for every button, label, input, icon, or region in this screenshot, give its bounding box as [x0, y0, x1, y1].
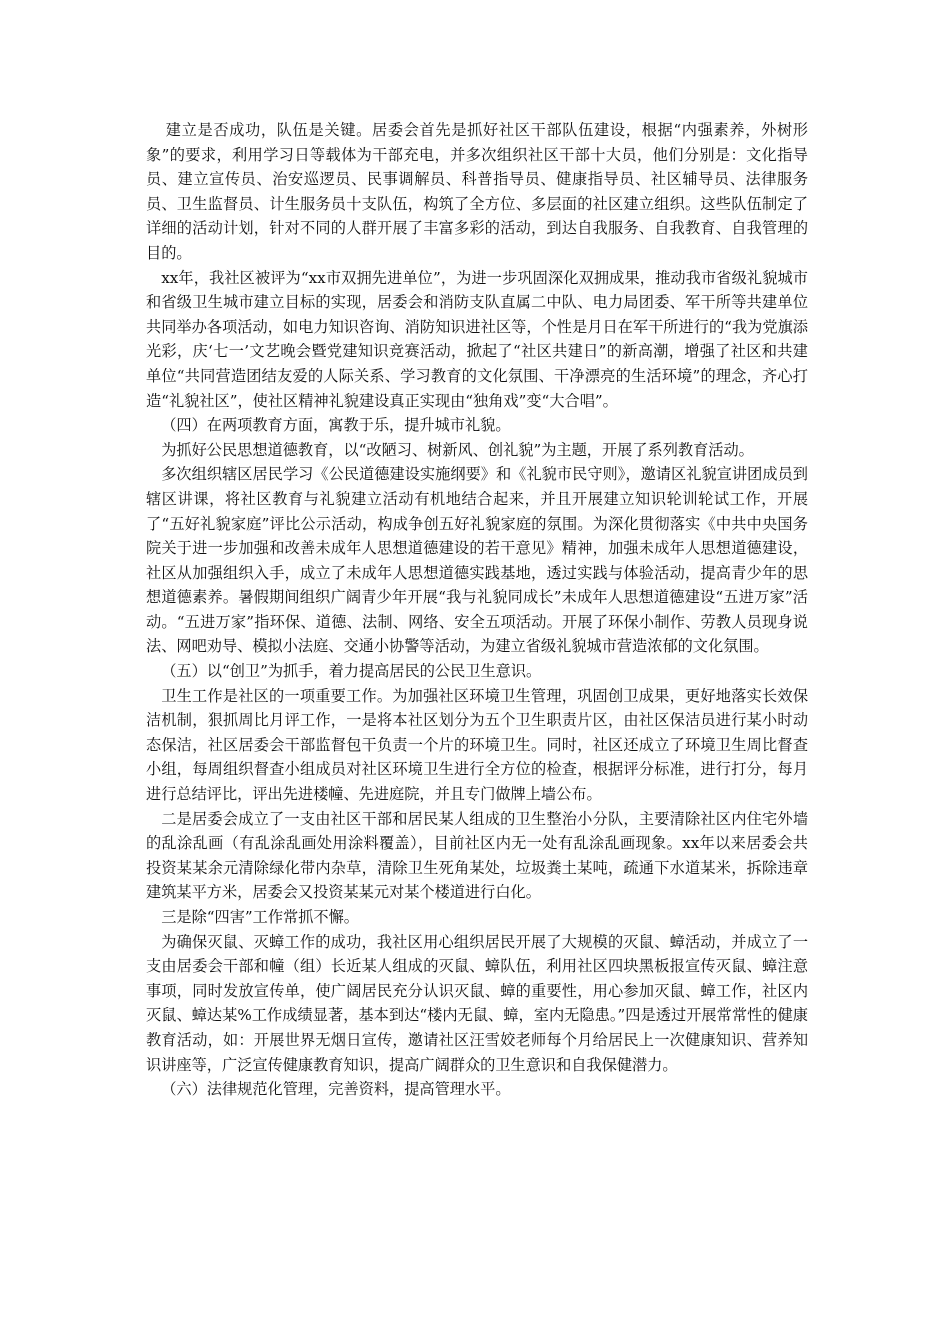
paragraph-pest-control: 为确保灭鼠、灭蟑工作的成功，我社区用心组织居民开展了大规模的灭鼠、蟑活动，并成立了一支由居委会干部和幢（组）长近某人组成的灭鼠、蟑队伍，利用社区四块黑板报宣传灭鼠、蟑注意事项，同时发放宣传单，使广阔居民充分认识灭鼠、蟑的重要性，用心参加灭鼠、蟑工作，社区内灭鼠、蟑达某%工作成绩显著，基本到达“楼内无鼠、蟑，室内无隐患。”四是透过开展常常性的健康教育活动，如：开展世界无烟日宣传，邀请社区汪雪姣老师每个月给居民上一次健康知识、营养知识讲座等，广泛宣传健康教育知识，提高广阔群众的卫生意识和自我保健潜力。 — [146, 932, 808, 1074]
paragraph-four-pests: 三是除“四害”工作常抓不懈。 — [161, 908, 359, 926]
paragraph-hygiene-work: 卫生工作是社区的一项重要工作。为加强社区环境卫生管理，巩固创卫成果，更好地落实长效保洁机制，狠抓周比月评工作，一是将本社区划分为五个卫生职责片区，由社区保洁员进行某小时动态保洁，社区居委会干部监督包干负责一个片的环境卫生。同时，社区还成立了环境卫生周比督查小组，每周组织督查小组成员对社区环境卫生进行全方位的检查，根据评分标准，进行打分，每月进行总结评比，评出先进楼幢、先进庭院，并且专门做牌上墙公布。 — [146, 686, 808, 804]
paragraph-moral-education: 多次组织辖区居民学习《公民道德建设实施纲要》和《礼貌市民守则》，邀请区礼貌宣讲团成员到辖区讲课，将社区教育与礼貌建立活动有机地结合起来，并且开展建立知识轮训轮试工作，开展了“五好礼貌家庭”评比公示活动，构成争创五好礼貌家庭的氛围。为深化贯彻落实《中共中央国务院关于进一步加强和改善未成年人思想道德建设的若干意见》精神，加强未成年人思想道德建设，社区从加强组织入手，成立了未成年人思想道德实践基地，透过实践与体验活动，提高青少年的思想道德素养。暑假期间组织广阔青少年开展“我与礼貌同成长”未成年人思想道德建设“五进万家”活动。“五进万家”指环保、道德、法制、网络、安全五项活动。开展了环保小制作、劳教人员现身说法、网吧劝导、模拟小法庭、交通小协警等活动，为建立省级礼貌城市营造浓郁的文化氛围。 — [146, 465, 808, 656]
paragraph-dual-support: xx年，我社区被评为“xx市双拥先进单位”，为进一步巩固深化双拥成果，推动我市省级礼貌城市和省级卫生城市建立目标的实现，居委会和消防支队直属二中队、电力局团委、军干所等共建单位共同举办各项活动，如电力知识咨询、消防知识进社区等，个性是月日在军干所进行的“我为党旗添光彩，庆‘七一’文艺晚会暨党建知识竞赛活动，掀起了“社区共建日”的新高潮，增强了社区和共建单位“共同营造团结友爱的人际关系、学习教育的文化氛围、干净漂亮的生活环境”的理念，齐心打造“礼貌社区”，使社区精神礼貌建设真正实现由“独角戏”变“大合唱”。 — [146, 268, 808, 410]
paragraph-moral-education-intro: 为抓好公民思想道德教育，以“改陋习、树新风、创礼貌”为主题，开展了系列教育活动。 — [161, 440, 754, 459]
section-heading-5: （五）以“创卫”为抓手，着力提高居民的公民卫生意识。 — [161, 662, 542, 681]
paragraph-cleanup-team: 二是居委会成立了一支由社区干部和居民某人组成的卫生整治小分队，主要清除社区内住宅外墙的乱涂乱画（有乱涂乱画处用涂料覆盖），目前社区内无一处有乱涂乱画现象。xx年以来居委会共投资某某余元清除绿化带内杂草，清除卫生死角某处，垃圾粪土某吨，疏通下水道某米，拆除违章建筑某平方米，居委会又投资某某元对某个楼道进行白化。 — [146, 809, 808, 902]
section-heading-6: （六）法律规范化管理，完善资料，提高管理水平。 — [161, 1080, 511, 1099]
section-heading-4: （四）在两项教育方面，寓教于乐，提升城市礼貌。 — [161, 416, 511, 435]
paragraph-team-building: 建立是否成功，队伍是关键。居委会首先是抓好社区干部队伍建设，根据“内强素养，外树形象”的要求，利用学习日等载体为干部充电，并多次组织社区干部十大员，他们分别是：文化指导员、建立宣传员、治安巡逻员、民事调解员、科普指导员、健康指导员、社区辅导员、法律服务员、卫生监督员、计生服务员十支队伍，构筑了全方位、多层面的社区建立组织。这些队伍制定了详细的活动计划，针对不同的人群开展了丰富多彩的活动，到达自我服务、自我教育、自我管理的目的。 — [146, 121, 808, 262]
document-body — [146, 118, 808, 1102]
